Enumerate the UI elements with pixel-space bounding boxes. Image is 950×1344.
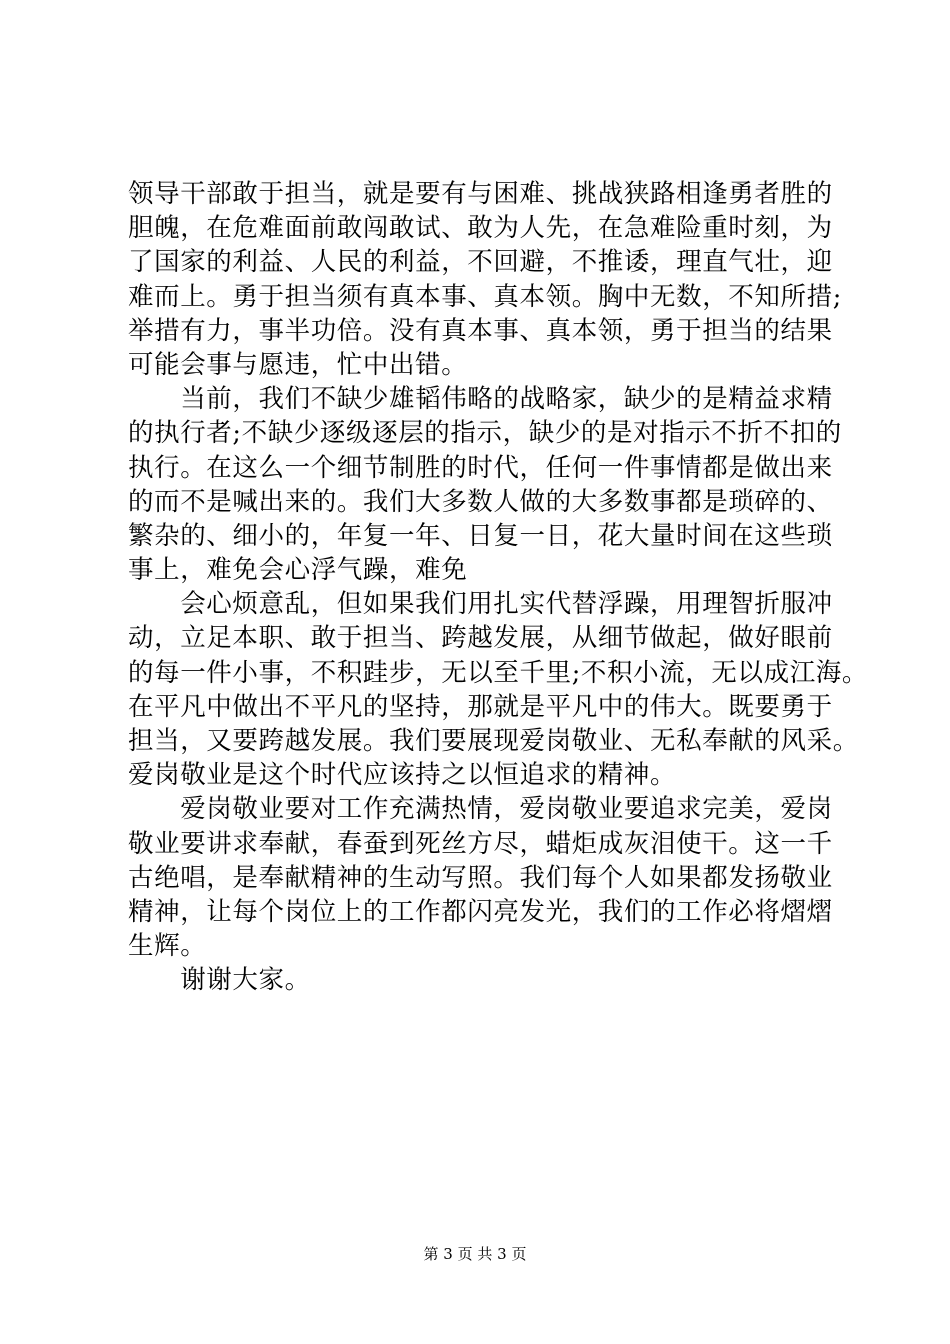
text-line: 担当，又要跨越发展。我们要展现爱岗敬业、无私奉献的风采。 [128, 726, 859, 756]
text-line: 谢谢大家。 [128, 965, 311, 996]
text-line: 执行。在这么一个细节制胜的时代，任何一件事情都是做出来 [128, 452, 833, 483]
text-line: 了国家的利益、人民的利益，不回避，不推诿，理直气壮，迎 [128, 247, 833, 278]
text-line: 会心烦意乱，但如果我们用扎实代替浮躁，用理智折服冲 [128, 589, 833, 620]
text-line: 领导干部敢于担当，就是要有与困难、挑战狭路相逢勇者胜的 [128, 179, 833, 209]
text-line: 当前，我们不缺少雄韬伟略的战略家，缺少的是精益求精 [128, 384, 833, 415]
text-line: 在平凡中做出不平凡的坚持，那就是平凡中的伟大。既要勇于 [128, 691, 833, 722]
text-line: 事上，难免会心浮气躁，难免 [128, 555, 468, 586]
text-line: 爱岗敬业是这个时代应该持之以恒追求的精神。 [128, 760, 677, 791]
text-line: 的每一件小事，不积跬步，无以至千里;不积小流，无以成江海。 [128, 657, 868, 688]
text-line: 繁杂的、细小的，年复一年、日复一日，花大量时间在这些琐 [128, 520, 833, 551]
text-line: 可能会事与愿违，忙中出错。 [128, 349, 468, 380]
text-line: 爱岗敬业要对工作充满热情，爱岗敬业要追求完美，爱岗 [128, 794, 833, 825]
page-number: 第 3 页 共 3 页 [423, 1245, 527, 1263]
body-text [128, 177, 868, 998]
text-line: 动，立足本职、敢于担当、跨越发展，从细节做起，做好眼前 [128, 623, 833, 654]
text-line: 胆魄，在危难面前敢闯敢试、敢为人先，在急难险重时刻，为 [128, 213, 833, 244]
text-line: 敬业要讲求奉献，春蚕到死丝方尽，蜡炬成灰泪使干。这一千 [128, 828, 833, 859]
page-footer [0, 1244, 950, 1264]
text-line: 的而不是喊出来的。我们大多数人做的大多数事都是琐碎的、 [128, 486, 833, 517]
text-line: 古绝唱，是奉献精神的生动写照。我们每个人如果都发扬敬业 [128, 862, 833, 893]
text-line: 生辉。 [128, 931, 207, 962]
text-line: 举措有力，事半功倍。没有真本事、真本领，勇于担当的结果 [128, 315, 833, 346]
text-line: 难而上。勇于担当须有真本事、真本领。胸中无数，不知所措; [128, 281, 842, 312]
text-line: 精神，让每个岗位上的工作都闪亮发光，我们的工作必将熠熠 [128, 896, 833, 927]
text-line: 的执行者;不缺少逐级逐层的指示，缺少的是对指示不折不扣的 [128, 418, 842, 449]
